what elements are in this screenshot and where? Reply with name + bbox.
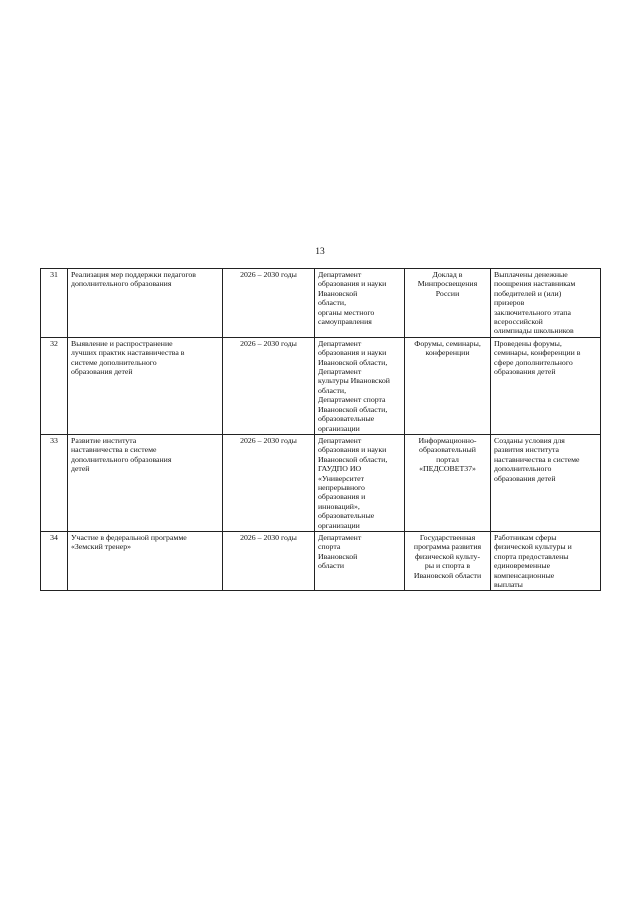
- expected-result: Проведены форумы, семинары, конференции в сфере дополнительного образования детей: [491, 337, 601, 434]
- document-type: Государственная программа развития физической культу- ры и спорта в Ивановской области: [405, 531, 491, 590]
- period: 2026 – 2030 годы: [223, 434, 315, 531]
- row-number: 33: [41, 434, 68, 531]
- document-type: Форумы, семинары, конференции: [405, 337, 491, 434]
- measures-table: [40, 268, 601, 591]
- period: 2026 – 2030 годы: [223, 337, 315, 434]
- executors: Департамент образования и науки Ивановской области, ГАУДПО ИО «Университет непрерывного образования и инноваций», образовательные организации: [315, 434, 405, 531]
- table-row: [41, 434, 601, 531]
- executors: Департамент образования и науки Ивановской области, органы местного самоуправления: [315, 269, 405, 338]
- period: 2026 – 2030 годы: [223, 269, 315, 338]
- event-name: Участие в федеральной программе «Земский тренер»: [68, 531, 223, 590]
- document-type: Доклад в Минпросвещения России: [405, 269, 491, 338]
- event-name: Выявление и распространение лучших практик наставничества в системе дополнительного образования детей: [68, 337, 223, 434]
- period: 2026 – 2030 годы: [223, 531, 315, 590]
- document-type: Информационно- образовательный портал «ПЕДСОВЕТ37»: [405, 434, 491, 531]
- executors: Департамент образования и науки Ивановской области, Департамент культуры Ивановской области, Департамент спорта Ивановской области, образовательные организации: [315, 337, 405, 434]
- table-row: [41, 269, 601, 338]
- expected-result: Работникам сферы физической культуры и спорта предоставлены единовременные компенсационные выплаты: [491, 531, 601, 590]
- row-number: 34: [41, 531, 68, 590]
- event-name: Развитие института наставничества в системе дополнительного образования детей: [68, 434, 223, 531]
- table-row: [41, 337, 601, 434]
- page-number: 13: [315, 247, 325, 257]
- event-name: Реализация мер поддержки педагогов дополнительного образования: [68, 269, 223, 338]
- row-number: 32: [41, 337, 68, 434]
- expected-result: Выплачены денежные поощрения наставникам победителей и (или) призеров заключительного этапа всероссийской олимпиады школьников: [491, 269, 601, 338]
- table-row: [41, 531, 601, 590]
- expected-result: Созданы условия для развития института наставничества в системе дополнительного образования детей: [491, 434, 601, 531]
- row-number: 31: [41, 269, 68, 338]
- executors: Департамент спорта Ивановской области: [315, 531, 405, 590]
